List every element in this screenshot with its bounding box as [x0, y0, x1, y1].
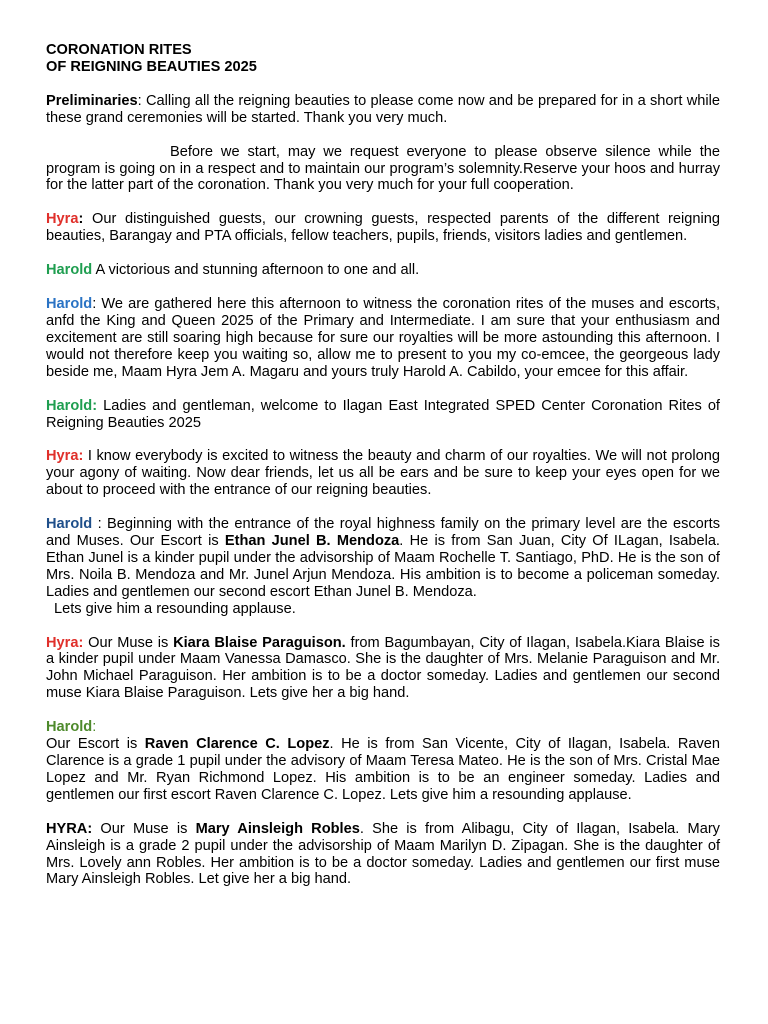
paragraph-harold-afternoon	[46, 262, 720, 279]
paragraph-text: Before we start, may we request everyone to please observe silence while the program is going on in a respect and to maintain our program’s solemnity.Reserve your hoos and hurray for the latter part of the coronation. Thank you very much for your full cooperation.	[46, 143, 720, 194]
paragraph-text: Ladies and gentleman, welcome to Ilagan East Integrated SPED Center Coronation Rites of Reigning Beauties 2025	[46, 397, 720, 431]
paragraph-text: Our distinguished guests, our crowning guests, respected parents of the different reigning beauties, Barangay and PTA officials, fellow teachers, pupils, friends, visitors ladies and gentlemen.	[46, 211, 720, 245]
paragraph-text: Our Muse is	[92, 820, 196, 837]
paragraph-text: : We are gathered here this afternoon to witness the coronation rites of the muses and escorts, anfd the King and Queen 2025 of the Primary and Intermediate. I am sure that your enthusiasm and excitement are still soaring high because for sure our royalties will be more astounding this afternoon. I would not therefore keep you waiting so, allow me to present to you my co-emcee, the georgeous lady beside me, Maam Hyra Jem A. Magaru and yours truly Harold A. Cabildo, your emcee for this affair.	[46, 296, 720, 380]
speaker-label: Harold	[46, 262, 93, 279]
paragraph-text: from Bagumbayan, City of Ilagan, Isabela.Kiara Blaise is a kinder pupil under Maam Vanessa Damasco. She is the daughter of Mrs. Melanie Paraguison and Mr. John Michael Paraguison. Her ambition is to be a doctor someday. Ladies and gentlemen our second muse Kiara Blaise Paraguison. Lets give her a big hand.	[46, 634, 720, 702]
speaker-label: Harold	[46, 516, 93, 533]
paragraph-text: Our Escort is	[46, 736, 145, 753]
escort-name: Raven Clarence C. Lopez	[144, 736, 330, 753]
paragraph-harold-escort-ethan	[46, 516, 720, 617]
speaker-colon: :	[92, 719, 97, 736]
applause-line: Lets give him a resounding applause.	[54, 600, 296, 617]
paragraph-hyra-excited	[46, 448, 720, 499]
speaker-label: Harold	[46, 719, 93, 736]
document-title	[46, 42, 720, 76]
title-line-1: CORONATION RITES	[46, 42, 192, 58]
speaker-label: Hyra:	[46, 448, 84, 465]
paragraph-text: . He is from San Juan, City Of ILagan, Isabela. Ethan Junel is a kinder pupil under the advisorship of Maam Rochelle T. Santiago, PhD. He is the son of Mrs. Noila B. Mendoza and Mr. Junel Arjun Mendoza. His ambition is to become a policeman someday. Ladies and gentlemen our second escort Ethan Junel B. Mendoza.	[46, 533, 720, 600]
speaker-label: Harold	[46, 296, 93, 313]
paragraph-text: . He is from San Vicente, City of Ilagan, Isabela. Raven Clarence is a grade 1 pupil under the advisory of Maam Teresa Mateo. He is the son of Mrs. Cristal Mae Lopez and Mr. Ryan Richmond Lopez. His ambition is to be an engineer someday. Ladies and gentlemen our first escort Raven Clarence C. Lopez. Lets give him a resounding applause.	[46, 736, 721, 803]
speaker-label: HYRA:	[46, 820, 93, 837]
speaker-colon: :	[78, 211, 84, 228]
paragraph-harold-escort-raven	[46, 719, 720, 804]
escort-name: Ethan Junel B. Mendoza	[224, 533, 400, 550]
speaker-label: Preliminaries	[46, 92, 138, 109]
muse-name: Kiara Blaise Paraguison.	[173, 634, 346, 651]
paragraph-text: I know everybody is excited to witness the beauty and charm of our royalties. We will not prolong your agony of waiting. Now dear friends, let us all be ears and be sure to keep your eyes open for we about to proceed with the entrance of our reigning beauties.	[46, 448, 720, 499]
paragraph-hyra-muse-kiara	[46, 635, 720, 703]
paragraph-text: . She is from Alibagu, City of Ilagan, Isabela. Mary Ainsleigh is a grade 2 pupil under the advisorship of Maam Marilyn D. Zipagan. She is the daughter of Mrs. Lovely ann Robles. Her ambition is to be a doctor someday. Ladies and gentlemen our first muse Mary Ainsleigh Robles. Let give her a big hand.	[46, 820, 720, 888]
paragraph-harold-welcome	[46, 398, 720, 432]
paragraph-preliminaries	[46, 93, 720, 127]
title-line-2: OF REIGNING BEAUTIES 2025	[46, 58, 257, 75]
paragraph-text: A victorious and stunning afternoon to one and all.	[92, 262, 420, 279]
speaker-label: Hyra:	[46, 634, 84, 651]
paragraph-silence-request	[46, 144, 720, 195]
paragraph-text: : Beginning with the entrance of the royal highness family on the primary level are the escorts and Muses. Our Escort is	[46, 516, 720, 550]
paragraph-text: : Calling all the reigning beauties to please come now and be prepared for in a short while these grand ceremonies will be started. Thank you very much.	[46, 92, 720, 126]
speaker-label: Harold:	[46, 397, 98, 414]
document-page	[46, 42, 720, 888]
paragraph-text: Our Muse is	[83, 634, 174, 651]
muse-name: Mary Ainsleigh Robles	[195, 820, 360, 837]
paragraph-harold-intro	[46, 296, 720, 381]
speaker-label: Hyra	[46, 211, 79, 228]
paragraph-hyra-greeting	[46, 211, 720, 245]
paragraph-hyra-muse-mary	[46, 821, 720, 889]
